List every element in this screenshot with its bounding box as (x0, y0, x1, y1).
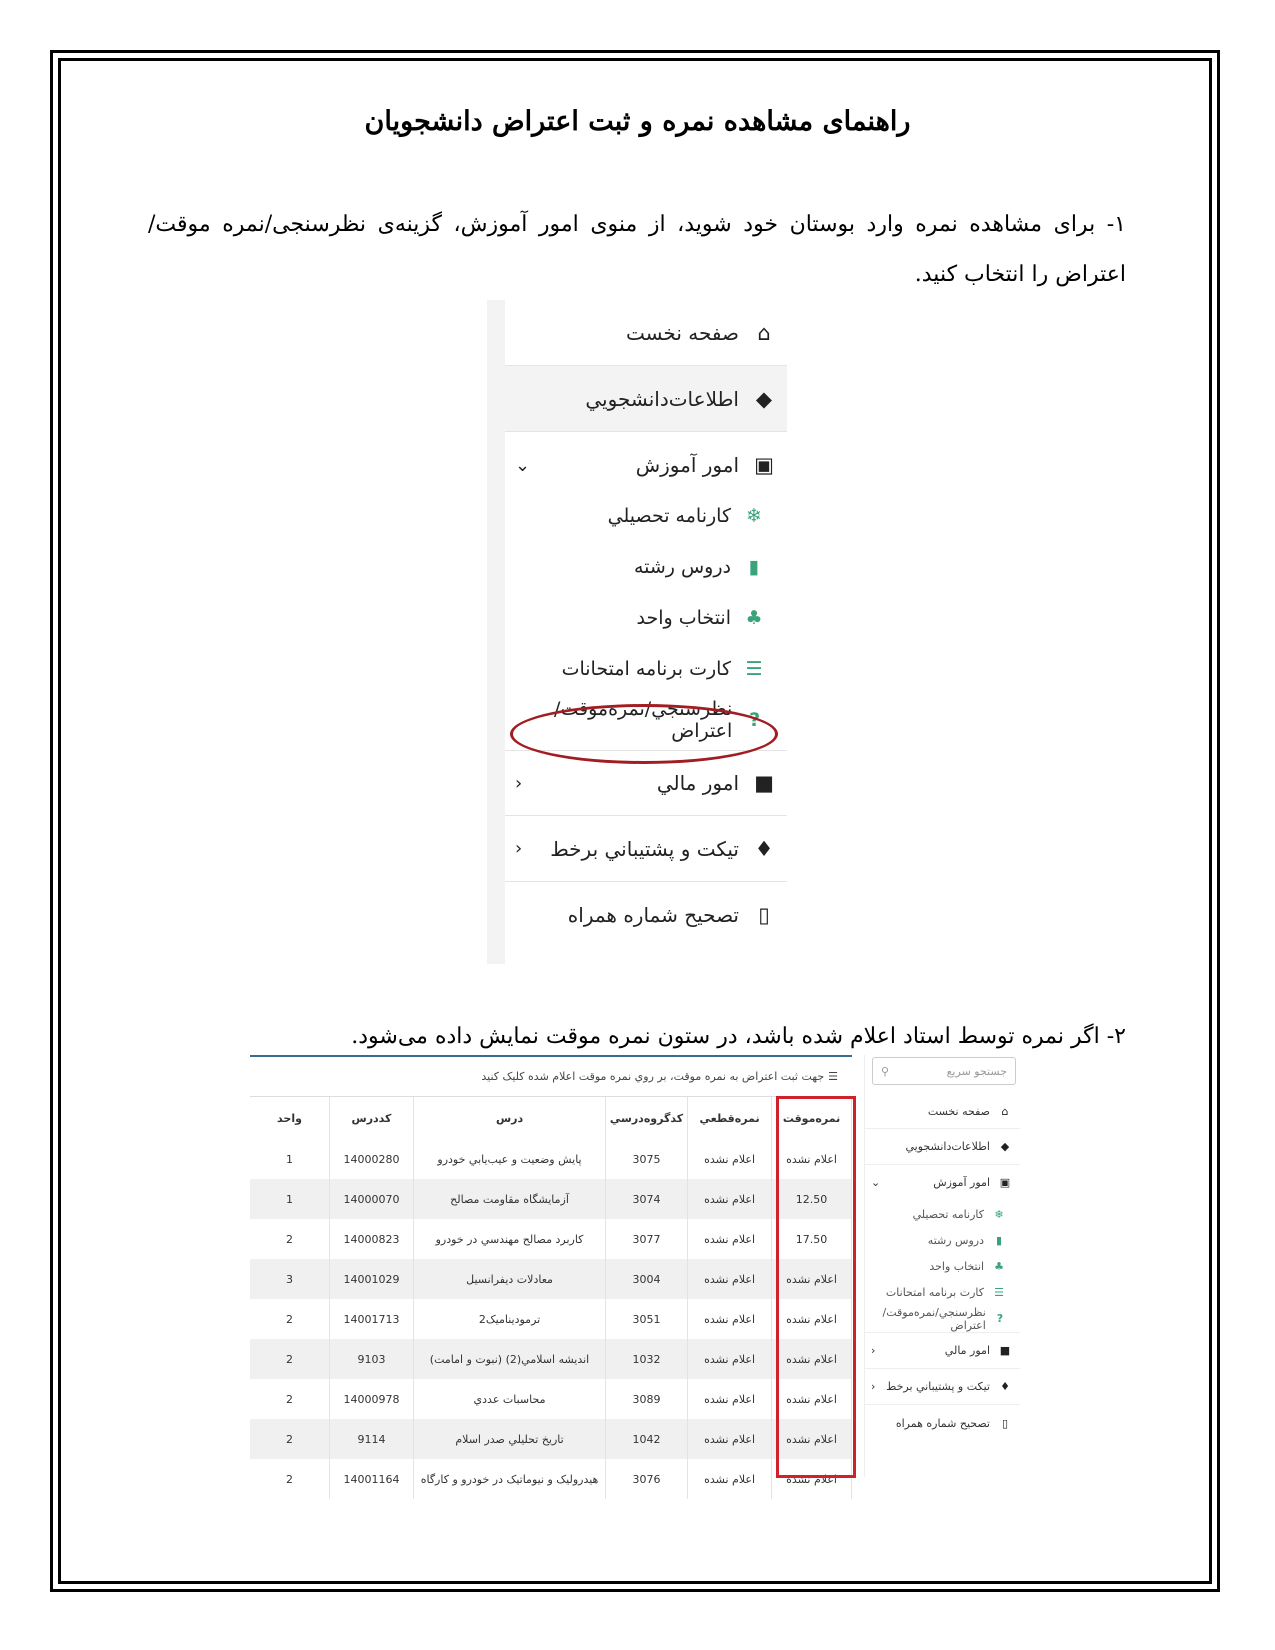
cell-units: 2 (250, 1299, 329, 1339)
cell-units: 2 (250, 1379, 329, 1419)
submenu-survey[interactable]: ? نظرسنجي/نمره‌موقت/اعتراض (865, 1305, 1020, 1333)
clone-icon: ▣ (754, 453, 774, 477)
menu-strip (487, 300, 505, 964)
bookmark-icon: ▮ (995, 1233, 1003, 1247)
search-input[interactable]: جستجو سريع ⚲ (872, 1057, 1016, 1085)
table-header-row (250, 1097, 852, 1139)
cell-course: تاريخ تحليلي صدر اسلام (414, 1419, 606, 1459)
menu-item-ticket[interactable]: ♦ تيكت و پشتيباني برخط ‹ (865, 1369, 1020, 1405)
cell-units: 2 (250, 1339, 329, 1379)
home-icon: ⌂ (1001, 1105, 1009, 1118)
cell-group-code: 1032 (606, 1339, 688, 1379)
menu-screenshot (505, 300, 787, 964)
cell-course: هيدروليک و نيوماتيک در خودرو و كارگاه (414, 1459, 606, 1499)
question-icon: ? (749, 708, 761, 731)
cell-course-code: 14000280 (329, 1139, 413, 1179)
col-header-final-grade: نمره‌قطعي (688, 1097, 772, 1139)
cell-final-grade: اعلام نشده (688, 1299, 772, 1339)
cell-final-grade: اعلام نشده (688, 1259, 772, 1299)
col-header-course: درس (414, 1097, 606, 1139)
col-header-temp-grade: نمره‌موقت (772, 1097, 852, 1139)
submenu-courses[interactable]: ▮ دروس رشته (505, 541, 787, 592)
cell-course-code: 9114 (329, 1419, 413, 1459)
mobile-icon: ▯ (758, 903, 770, 927)
menu-item-finance[interactable]: ■ امور مالي ‹ (865, 1333, 1020, 1369)
cell-temp-grade[interactable]: 17.50 (772, 1219, 852, 1259)
cell-course: پایش وضعيت و عيب‌يابي خودرو (414, 1139, 606, 1179)
cell-course-code: 14001713 (329, 1299, 413, 1339)
cell-temp-grade[interactable]: اعلام نشده (772, 1259, 852, 1299)
cell-units: 3 (250, 1259, 329, 1299)
cell-group-code: 3004 (606, 1259, 688, 1299)
cell-course-code: 14000070 (329, 1179, 413, 1219)
cell-final-grade: اعلام نشده (688, 1219, 772, 1259)
menu-item-home[interactable]: ⌂ صفحه نخست (505, 300, 787, 366)
highlight-oval (510, 704, 778, 764)
cell-course-code: 14001029 (329, 1259, 413, 1299)
cubes-icon: ♣ (745, 606, 763, 629)
mobile-icon: ▯ (1001, 1416, 1009, 1430)
submenu-exam-card[interactable]: ☰ كارت برنامه امتحانات (505, 643, 787, 694)
cell-course: ترموديناميک2 (414, 1299, 606, 1339)
cell-units: 1 (250, 1139, 329, 1179)
table-row (250, 1419, 852, 1459)
tags-icon: ♦ (1000, 1380, 1010, 1393)
chevron-left-icon: ‹ (515, 772, 523, 794)
menu-item-home[interactable]: ⌂ صفحه نخست (865, 1095, 1020, 1129)
file-icon: ■ (999, 1344, 1011, 1357)
cell-units: 1 (250, 1179, 329, 1219)
cubes-icon: ♣ (994, 1259, 1004, 1273)
submenu-transcript[interactable]: ❄ كارنامه تحصيلي (865, 1201, 1020, 1227)
cell-group-code: 3075 (606, 1139, 688, 1179)
cell-temp-grade[interactable]: اعلام نشده (772, 1419, 852, 1459)
cell-course-code: 14000978 (329, 1379, 413, 1419)
cell-temp-grade[interactable]: 12.50 (772, 1179, 852, 1219)
menu-item-education[interactable]: ▣ امور آموزش ⌄ (505, 432, 787, 498)
cell-final-grade: اعلام نشده (688, 1179, 772, 1219)
snowflake-icon: ❄ (746, 504, 762, 527)
cell-course: انديشه اسلامي(2) (نبوت و امامت) (414, 1339, 606, 1379)
side-menu (864, 1055, 1020, 1477)
submenu-exam-card[interactable]: ☰ كارت برنامه امتحانات (865, 1279, 1020, 1305)
table-row (250, 1259, 852, 1299)
chevron-down-icon: ⌄ (871, 1175, 881, 1189)
cell-group-code: 1042 (606, 1419, 688, 1459)
cell-final-grade: اعلام نشده (688, 1379, 772, 1419)
table-row (250, 1459, 852, 1499)
home-icon: ⌂ (757, 320, 771, 345)
chevron-left-icon: ‹ (871, 1380, 876, 1393)
question-icon: ? (996, 1312, 1004, 1325)
cell-course: معادلات ديفرانسيل (414, 1259, 606, 1299)
snowflake-icon: ❄ (994, 1207, 1004, 1221)
cell-course: محاسبات عددي (414, 1379, 606, 1419)
menu-item-education[interactable]: ▣ امور آموزش ⌄ (871, 1175, 1011, 1189)
chevron-down-icon: ⌄ (515, 454, 531, 476)
bookmark-icon: ▮ (748, 555, 760, 578)
table-row (250, 1219, 852, 1259)
menu-item-ticket[interactable]: ♦ تيكت و پشتيباني برخط ‹ (505, 816, 787, 882)
list-icon: ☰ (745, 657, 763, 680)
cell-course: كاربرد مصالح مهندسي در خودرو (414, 1219, 606, 1259)
cell-temp-grade[interactable]: اعلام نشده (772, 1459, 852, 1499)
submenu-courses[interactable]: ▮ دروس رشته (865, 1227, 1020, 1253)
cell-temp-grade[interactable]: اعلام نشده (772, 1139, 852, 1179)
step-1-text: ۱- برای مشاهده نمره وارد بوستان خود شوید، از منوی امور آموزش، گزینه‌ی نظرسنجی/نمره موقت/ اعتراض را انتخاب کنید. (148, 212, 1126, 287)
search-icon: ⚲ (881, 1064, 890, 1078)
cell-group-code: 3077 (606, 1219, 688, 1259)
table-row (250, 1179, 852, 1219)
hint-bar: ☰ جهت ثبت اعتراض به نمره موقت، بر روي نمره موقت اعلام شده كليک كنيد (250, 1055, 852, 1097)
submenu-transcript[interactable]: ❄ كارنامه تحصيلي (505, 490, 787, 541)
cell-course: آزمايشگاه مقاومت مصالح (414, 1179, 606, 1219)
menu-item-phone[interactable]: ▯ تصحيح شماره همراه (865, 1405, 1020, 1441)
cell-course-code: 14001164 (329, 1459, 413, 1499)
cell-units: 2 (250, 1419, 329, 1459)
cell-group-code: 3051 (606, 1299, 688, 1339)
step-2-text: ۲- اگر نمره توسط استاد اعلام شده باشد، در ستون نمره موقت نمایش داده می‌شود. (351, 1024, 1126, 1049)
submenu-survey[interactable]: ? نظرسنجي/نمره‌موقت/اعتراض (505, 694, 787, 745)
cell-temp-grade[interactable]: اعلام نشده (772, 1379, 852, 1419)
chevron-left-icon: ‹ (515, 838, 523, 859)
cell-temp-grade[interactable]: اعلام نشده (772, 1339, 852, 1379)
cell-course-code: 14000823 (329, 1219, 413, 1259)
file-icon: ■ (754, 771, 774, 795)
chevron-left-icon: ‹ (871, 1344, 876, 1357)
cell-group-code: 3074 (606, 1179, 688, 1219)
list-icon: ☰ (994, 1285, 1004, 1299)
cell-final-grade: اعلام نشده (688, 1459, 772, 1499)
cell-units: 2 (250, 1219, 329, 1259)
cell-units: 2 (250, 1459, 329, 1499)
highlight-temp-grade-column (776, 1096, 856, 1478)
cell-final-grade: اعلام نشده (688, 1419, 772, 1459)
graduation-cap-icon: ◆ (1000, 1140, 1010, 1153)
filter-icon: ☰ (828, 1070, 838, 1083)
tags-icon: ♦ (754, 836, 774, 861)
table-row (250, 1379, 852, 1419)
table-row (250, 1339, 852, 1379)
col-header-course-code: كددرس (329, 1097, 413, 1139)
table-row (250, 1139, 852, 1179)
menu-item-finance[interactable]: ■ امور مالي ‹ (505, 750, 787, 816)
graduation-cap-icon: ◆ (755, 386, 773, 411)
cell-final-grade: اعلام نشده (688, 1339, 772, 1379)
menu-item-phone[interactable]: ▯ تصحيح شماره همراه (505, 882, 787, 948)
cell-group-code: 3076 (606, 1459, 688, 1499)
col-header-units: واحد (250, 1097, 329, 1139)
cell-final-grade: اعلام نشده (688, 1139, 772, 1179)
col-header-group-code: كدگروه‌درسي (606, 1097, 688, 1139)
cell-group-code: 3089 (606, 1379, 688, 1419)
clone-icon: ▣ (999, 1175, 1011, 1189)
menu-item-student-info[interactable]: ◆ اطلاعات‌دانشجويي (865, 1129, 1020, 1165)
menu-item-student-info[interactable]: ◆ اطلاعات‌دانشجويي (505, 366, 787, 432)
page-title: راهنمای مشاهده نمره و ثبت اعتراض دانشجویان (364, 106, 911, 137)
submenu-unit-selection[interactable]: ♣ انتخاب واحد (865, 1253, 1020, 1279)
grades-table (250, 1097, 852, 1499)
table-row (250, 1299, 852, 1339)
cell-temp-grade[interactable]: اعلام نشده (772, 1299, 852, 1339)
cell-course-code: 9103 (329, 1339, 413, 1379)
submenu-unit-selection[interactable]: ♣ انتخاب واحد (505, 592, 787, 643)
grades-screenshot (250, 1055, 1020, 1486)
